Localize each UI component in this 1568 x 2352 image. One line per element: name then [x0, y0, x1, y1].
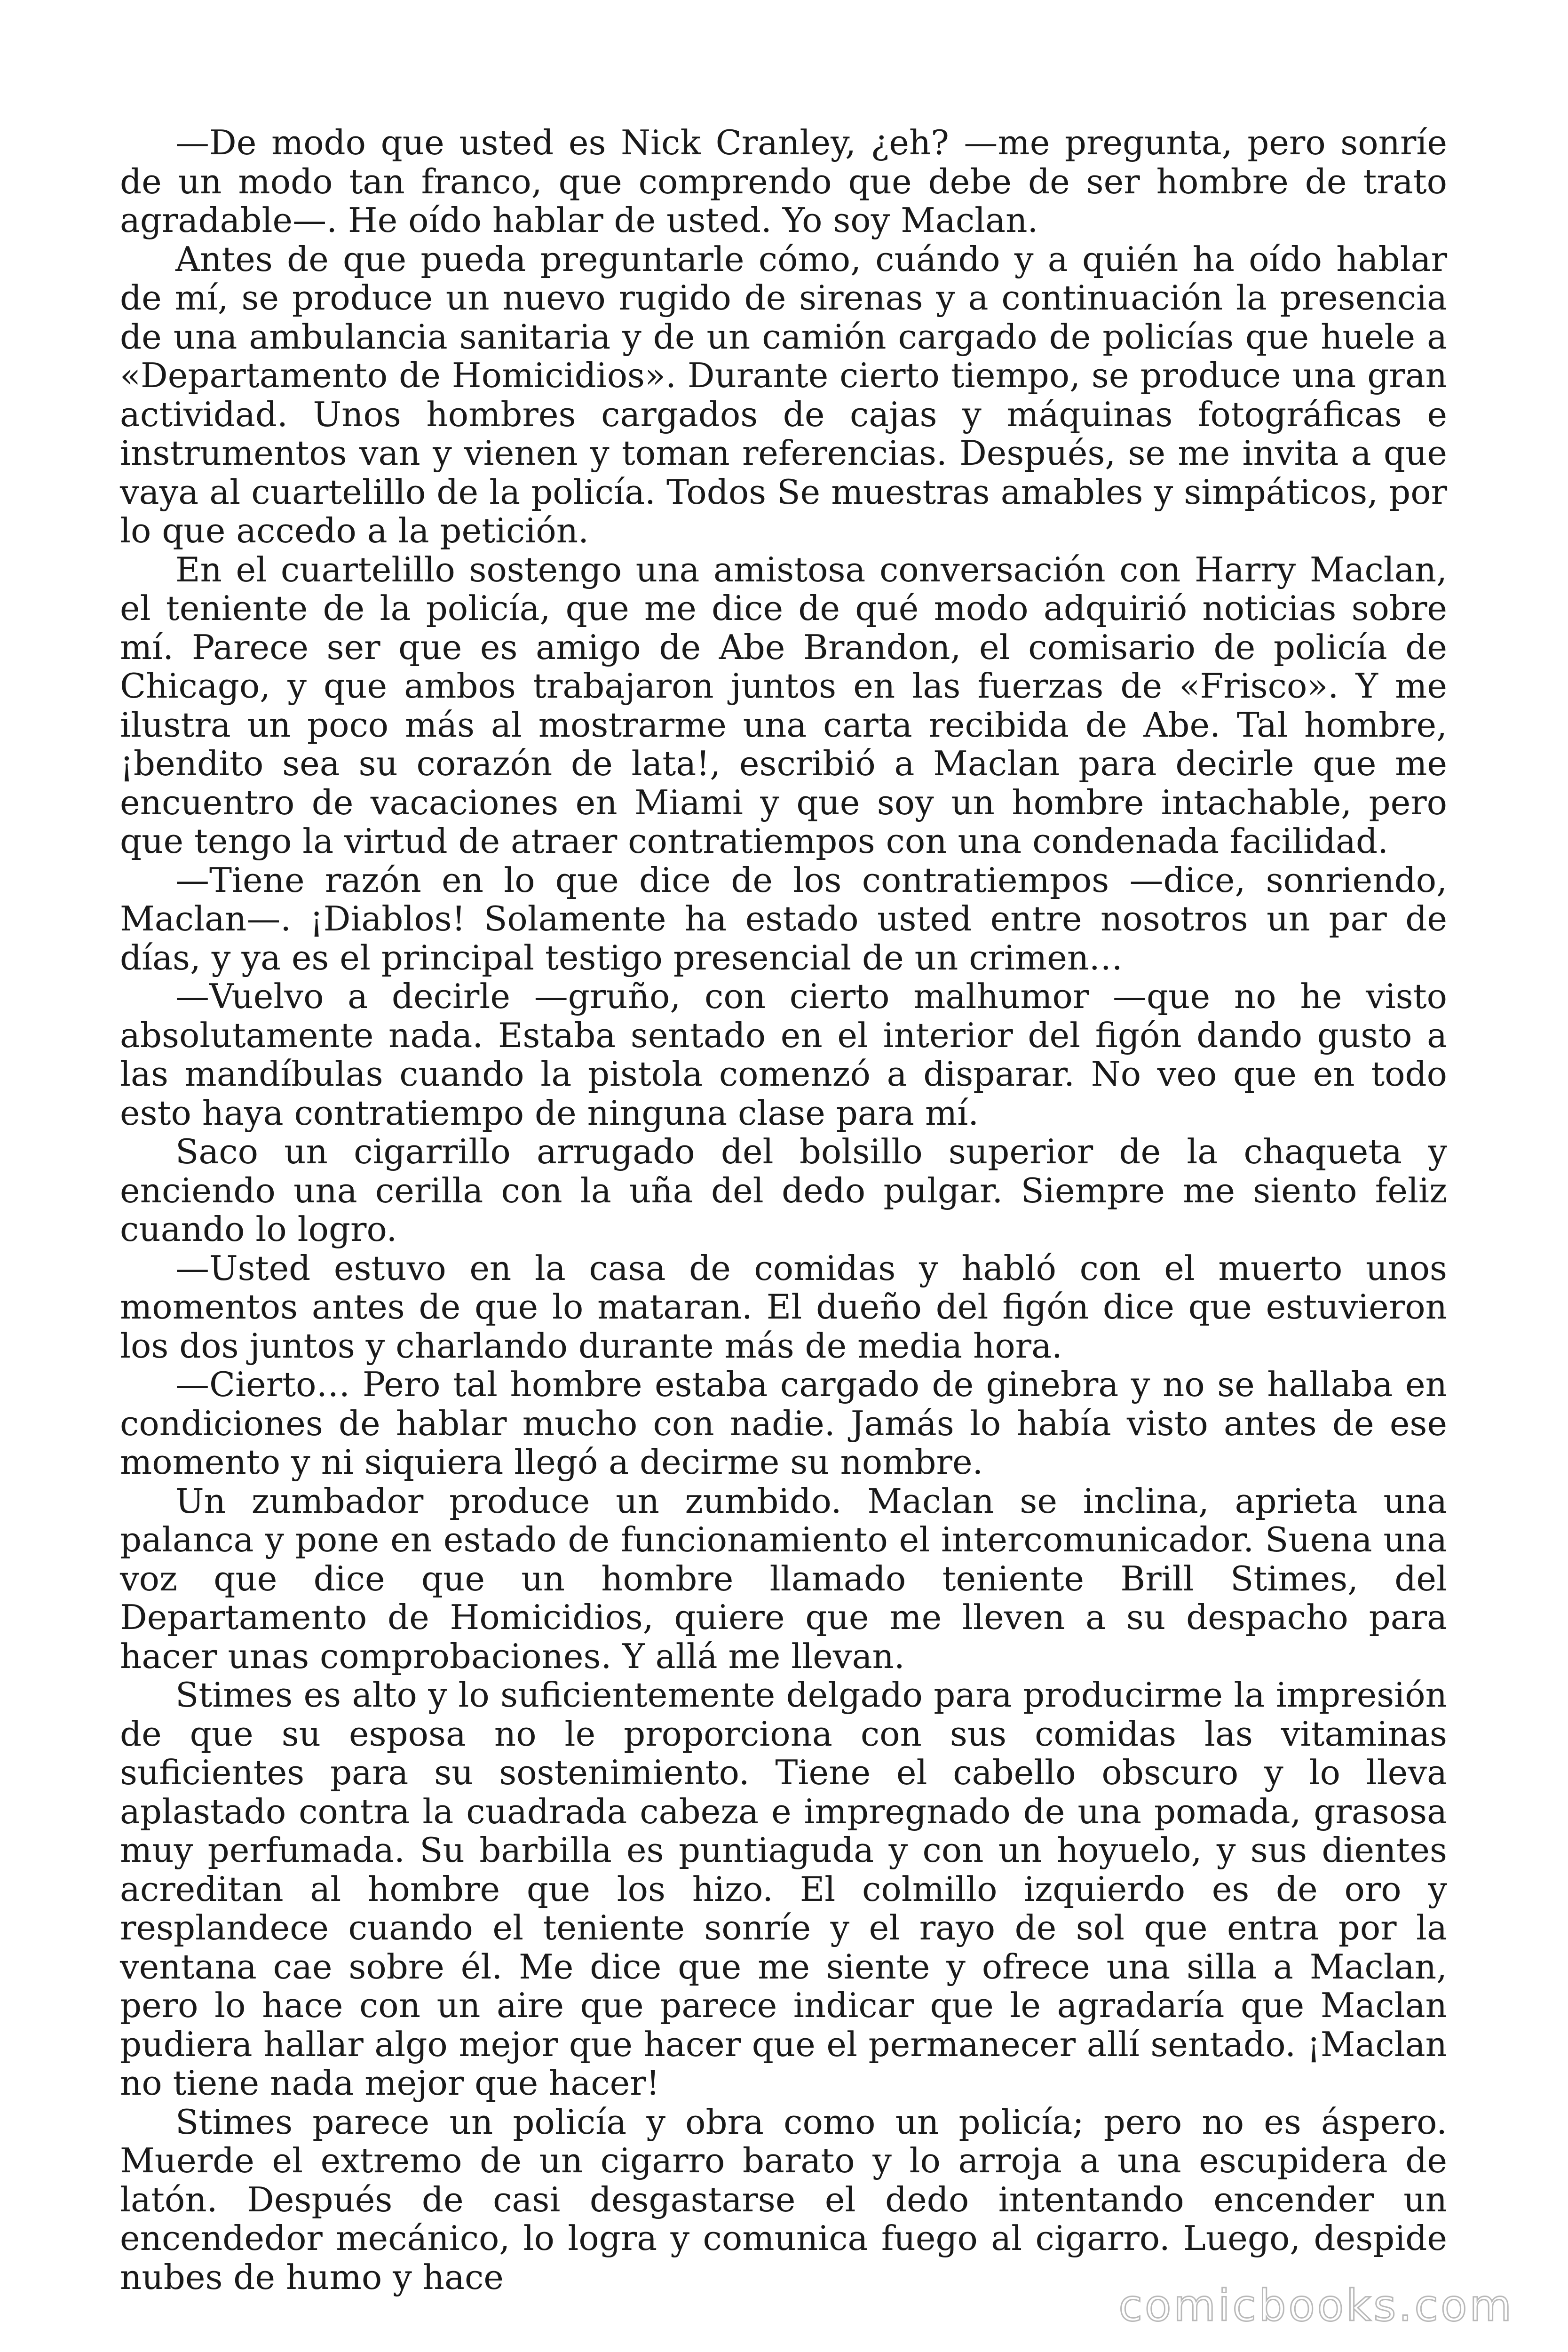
paragraph-8: —Cierto… Pero tal hombre estaba cargado de ginebra y no se hallaba en condiciones de hablar mucho con nadie. Jamás lo había visto antes de ese momento y ni siquiera llegó a decirme su nombre. — [120, 1365, 1447, 1482]
paragraph-9: Un zumbador produce un zumbido. Maclan se inclina, aprieta una palanca y pone en estado de funcionamiento el intercomunicador. Suena una voz que dice que un hombre llamado teniente Brill Stimes, del Departamento de Homicidios, quiere que me lleven a su despacho para hacer unas comprobaciones. Y allá me llevan. — [120, 1481, 1447, 1676]
paragraph-7: —Usted estuvo en la casa de comidas y habló con el muerto unos momentos antes de que lo mataran. El dueño del figón dice que estuvieron los dos juntos y charlando durante más de media hora. — [120, 1248, 1447, 1366]
paragraph-5: —Vuelvo a decirle —gruño, con cierto malhumor —que no he visto absolutamente nada. Estaba sentado en el interior del figón dando gusto a las mandíbulas cuando la pistola comenzó a disparar. No veo que en todo esto haya contratiempo de ninguna clase para mí. — [120, 977, 1447, 1133]
paragraph-10: Stimes es alto y lo suficientemente delgado para producirme la impresión de que su esposa no le proporciona con sus comidas las vitaminas suficientes para su sostenimiento. Tiene el cabello obscuro y lo lleva aplastado contra la cuadrada cabeza e impregnado de una pomada, grasosa muy perfumada. Su barbilla es puntiaguda y con un hoyuelo, y sus dientes acreditan al hombre que los hizo. El colmillo izquierdo es de oro y resplandece cuando el teniente sonríe y el rayo de sol que entra por la ventana cae sobre él. Me dice que me siente y ofrece una silla a Maclan, pero lo hace con un aire que parece indicar que le agradaría que Maclan pudiera hallar algo mejor que hacer que el permanecer allí sentado. ¡Maclan no tiene nada mejor que hacer! — [120, 1675, 1447, 2103]
body-text — [120, 123, 1447, 2296]
paragraph-11: Stimes parece un policía y obra como un policía; pero no es áspero. Muerde el extremo de un cigarro barato y lo arroja a una escupidera de latón. Después de casi desgastarse el dedo intentando encender un encendedor mecánico, lo logra y comunica fuego al cigarro. Luego, despide nubes de humo y hace — [120, 2102, 1447, 2297]
paragraph-2: Antes de que pueda preguntarle cómo, cuándo y a quién ha oído hablar de mí, se produce un nuevo rugido de sirenas y a continuación la presencia de una ambulancia sanitaria y de un camión cargado de policías que huele a «Departamento de Homicidios». Durante cierto tiempo, se produce una gran actividad. Unos hombres cargados de cajas y máquinas fotográficas e instrumentos van y vienen y toman referencias. Después, se me invita a que vaya al cuartelillo de la policía. Todos Se muestras amables y simpáticos, por lo que accedo a la petición. — [120, 239, 1447, 550]
paragraph-6: Saco un cigarrillo arrugado del bolsillo superior de la chaqueta y enciendo una cerilla con la uña del dedo pulgar. Siempre me siento feliz cuando lo logro. — [120, 1132, 1447, 1249]
paragraph-4: —Tiene razón en lo que dice de los contratiempos —dice, sonriendo, Maclan—. ¡Diablos! Solamente ha estado usted entre nosotros un par de días, y ya es el principal testigo presencial de un crimen… — [120, 860, 1447, 977]
paragraph-3: En el cuartelillo sostengo una amistosa conversación con Harry Maclan, el teniente de la policía, que me dice de qué modo adquirió noticias sobre mí. Parece ser que es amigo de Abe Brandon, el comisario de policía de Chicago, y que ambos trabajaron juntos en las fuerzas de «Frisco». Y me ilustra un poco más al mostrarme una carta recibida de Abe. Tal hombre, ¡bendito sea su corazón de lata!, escribió a Maclan para decirle que me encuentro de vacaciones en Miami y que soy un hombre intachable, pero que tengo la virtud de atraer contratiempos con una condenada facilidad. — [120, 549, 1447, 861]
watermark-logo: comicbooks.com — [1118, 2280, 1514, 2331]
paragraph-1: —De modo que usted es Nick Cranley, ¿eh? —me pregunta, pero sonríe de un modo tan franco, que comprendo que debe de ser hombre de trato agradable—. He oído hablar de usted. Yo soy Maclan. — [120, 123, 1447, 240]
